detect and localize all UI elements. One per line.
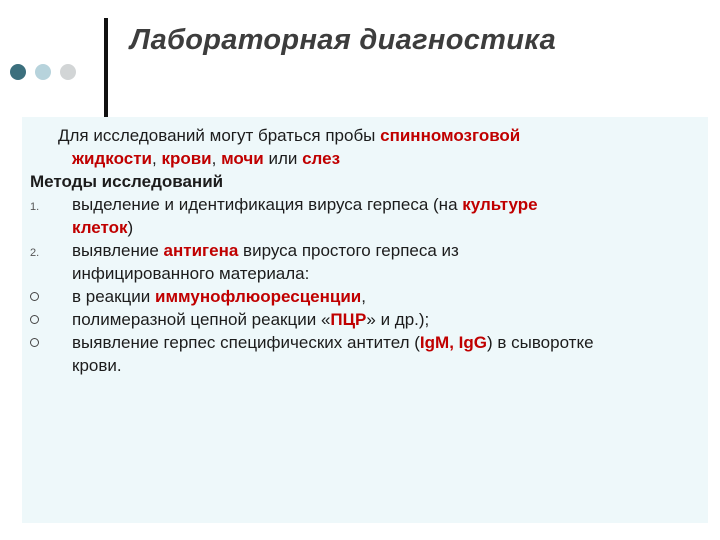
text: инфицированного материала: xyxy=(72,264,310,283)
intro-highlight: слез xyxy=(302,149,341,168)
highlight: антигена xyxy=(163,241,239,260)
separator: , xyxy=(211,149,222,168)
list-item-text xyxy=(72,308,705,331)
title-divider xyxy=(104,18,108,120)
separator: или xyxy=(263,149,303,168)
dot-grey-icon xyxy=(60,64,76,80)
bullet-ring-icon xyxy=(30,308,72,331)
list-item xyxy=(30,331,705,377)
intro-text: Для исследований могут браться пробы xyxy=(58,126,381,145)
text: выделение и идентификация вируса герпеса (на xyxy=(72,195,463,214)
intro-paragraph-line2 xyxy=(30,147,705,170)
intro-highlight: жидкости xyxy=(72,149,152,168)
bullet-ring-icon xyxy=(30,331,72,377)
text: крови. xyxy=(72,356,122,375)
text: вируса простого герпеса из xyxy=(238,241,459,260)
intro-highlight: спинномозговой xyxy=(380,126,521,145)
list-number: 2. xyxy=(30,247,40,259)
list-item-text xyxy=(72,193,705,239)
list-number: 1. xyxy=(30,201,40,213)
page-title: Лабораторная диагностика xyxy=(130,24,557,56)
list-item xyxy=(30,193,705,239)
highlight: иммунофлюоресценции xyxy=(155,287,362,306)
highlight: IgM, IgG xyxy=(419,333,487,352)
list-item-text xyxy=(72,285,705,308)
list-item xyxy=(30,239,705,285)
text: выявление герпес специфических антител ( xyxy=(72,333,420,352)
text: ) в сыворотке xyxy=(486,333,594,352)
text: полимеразной цепной реакции « xyxy=(72,310,331,329)
highlight: культуре xyxy=(462,195,538,214)
intro-highlight: мочи xyxy=(221,149,264,168)
separator: , xyxy=(151,149,162,168)
bullet-ring-icon xyxy=(30,285,72,308)
text: , xyxy=(361,287,366,306)
list-item-text xyxy=(72,331,705,377)
list-item xyxy=(30,285,705,308)
text: в реакции xyxy=(72,287,156,306)
dot-light-icon xyxy=(35,64,51,80)
intro-highlight: крови xyxy=(161,149,212,168)
intro-paragraph xyxy=(30,124,705,147)
content-text xyxy=(30,124,705,377)
methods-heading: Методы исследований xyxy=(30,172,224,191)
decorative-dots xyxy=(10,64,76,80)
list-item xyxy=(30,308,705,331)
list-item-text xyxy=(72,239,705,285)
dot-dark-icon xyxy=(10,64,26,80)
text: выявление xyxy=(72,241,164,260)
highlight: клеток xyxy=(72,218,128,237)
highlight: ПЦР xyxy=(330,310,367,329)
text: ) xyxy=(127,218,134,237)
text: » и др.); xyxy=(366,310,430,329)
